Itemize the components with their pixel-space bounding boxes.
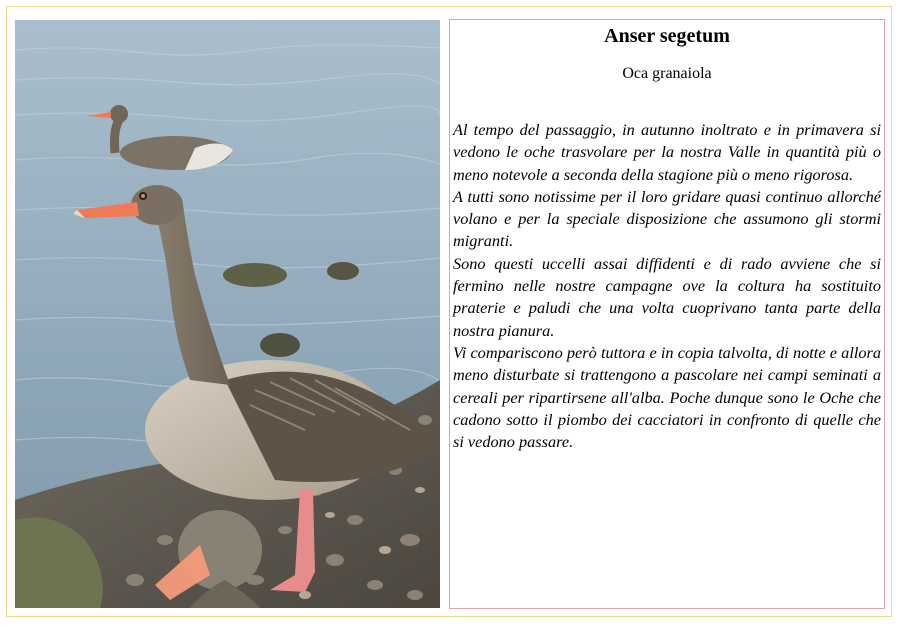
- species-title: Anser segetum: [604, 25, 730, 47]
- goose-photo: [15, 20, 440, 608]
- paragraph: Vi compariscono però tuttora e in copia talvolta, di notte e allora meno disturbate si trattengono a pascolare nei campi seminati a cereali per ripartirsene all'alba. Poche dunque sono le Oche che cadono sotto il piombo dei cacciatori in confronto di quelle che si vedono passare.: [453, 342, 881, 452]
- paragraph: Sono questi uccelli assai diffidenti e di rado avviene che si fermino nelle nostre campagne ove la coltura ha sostituito praterie e paludi che una volta cuoprivano tanta parte della nostra pianura.: [453, 253, 881, 340]
- common-name: Oca granaiola: [622, 65, 712, 82]
- paragraph: Al tempo del passaggio, in autunno inoltrato e in primavera si vedono le oche trasvolare per la nostra Valle in quantità più o meno notevole a seconda della stagione più o meno rigorosa.: [453, 120, 881, 184]
- paragraph: A tutti sono notissime per il loro gridare quasi continuo allorché volano e per la speciale disposizione che assumono gli stormi migranti.: [453, 186, 881, 251]
- description-panel: [449, 19, 885, 609]
- description-text: [453, 119, 881, 453]
